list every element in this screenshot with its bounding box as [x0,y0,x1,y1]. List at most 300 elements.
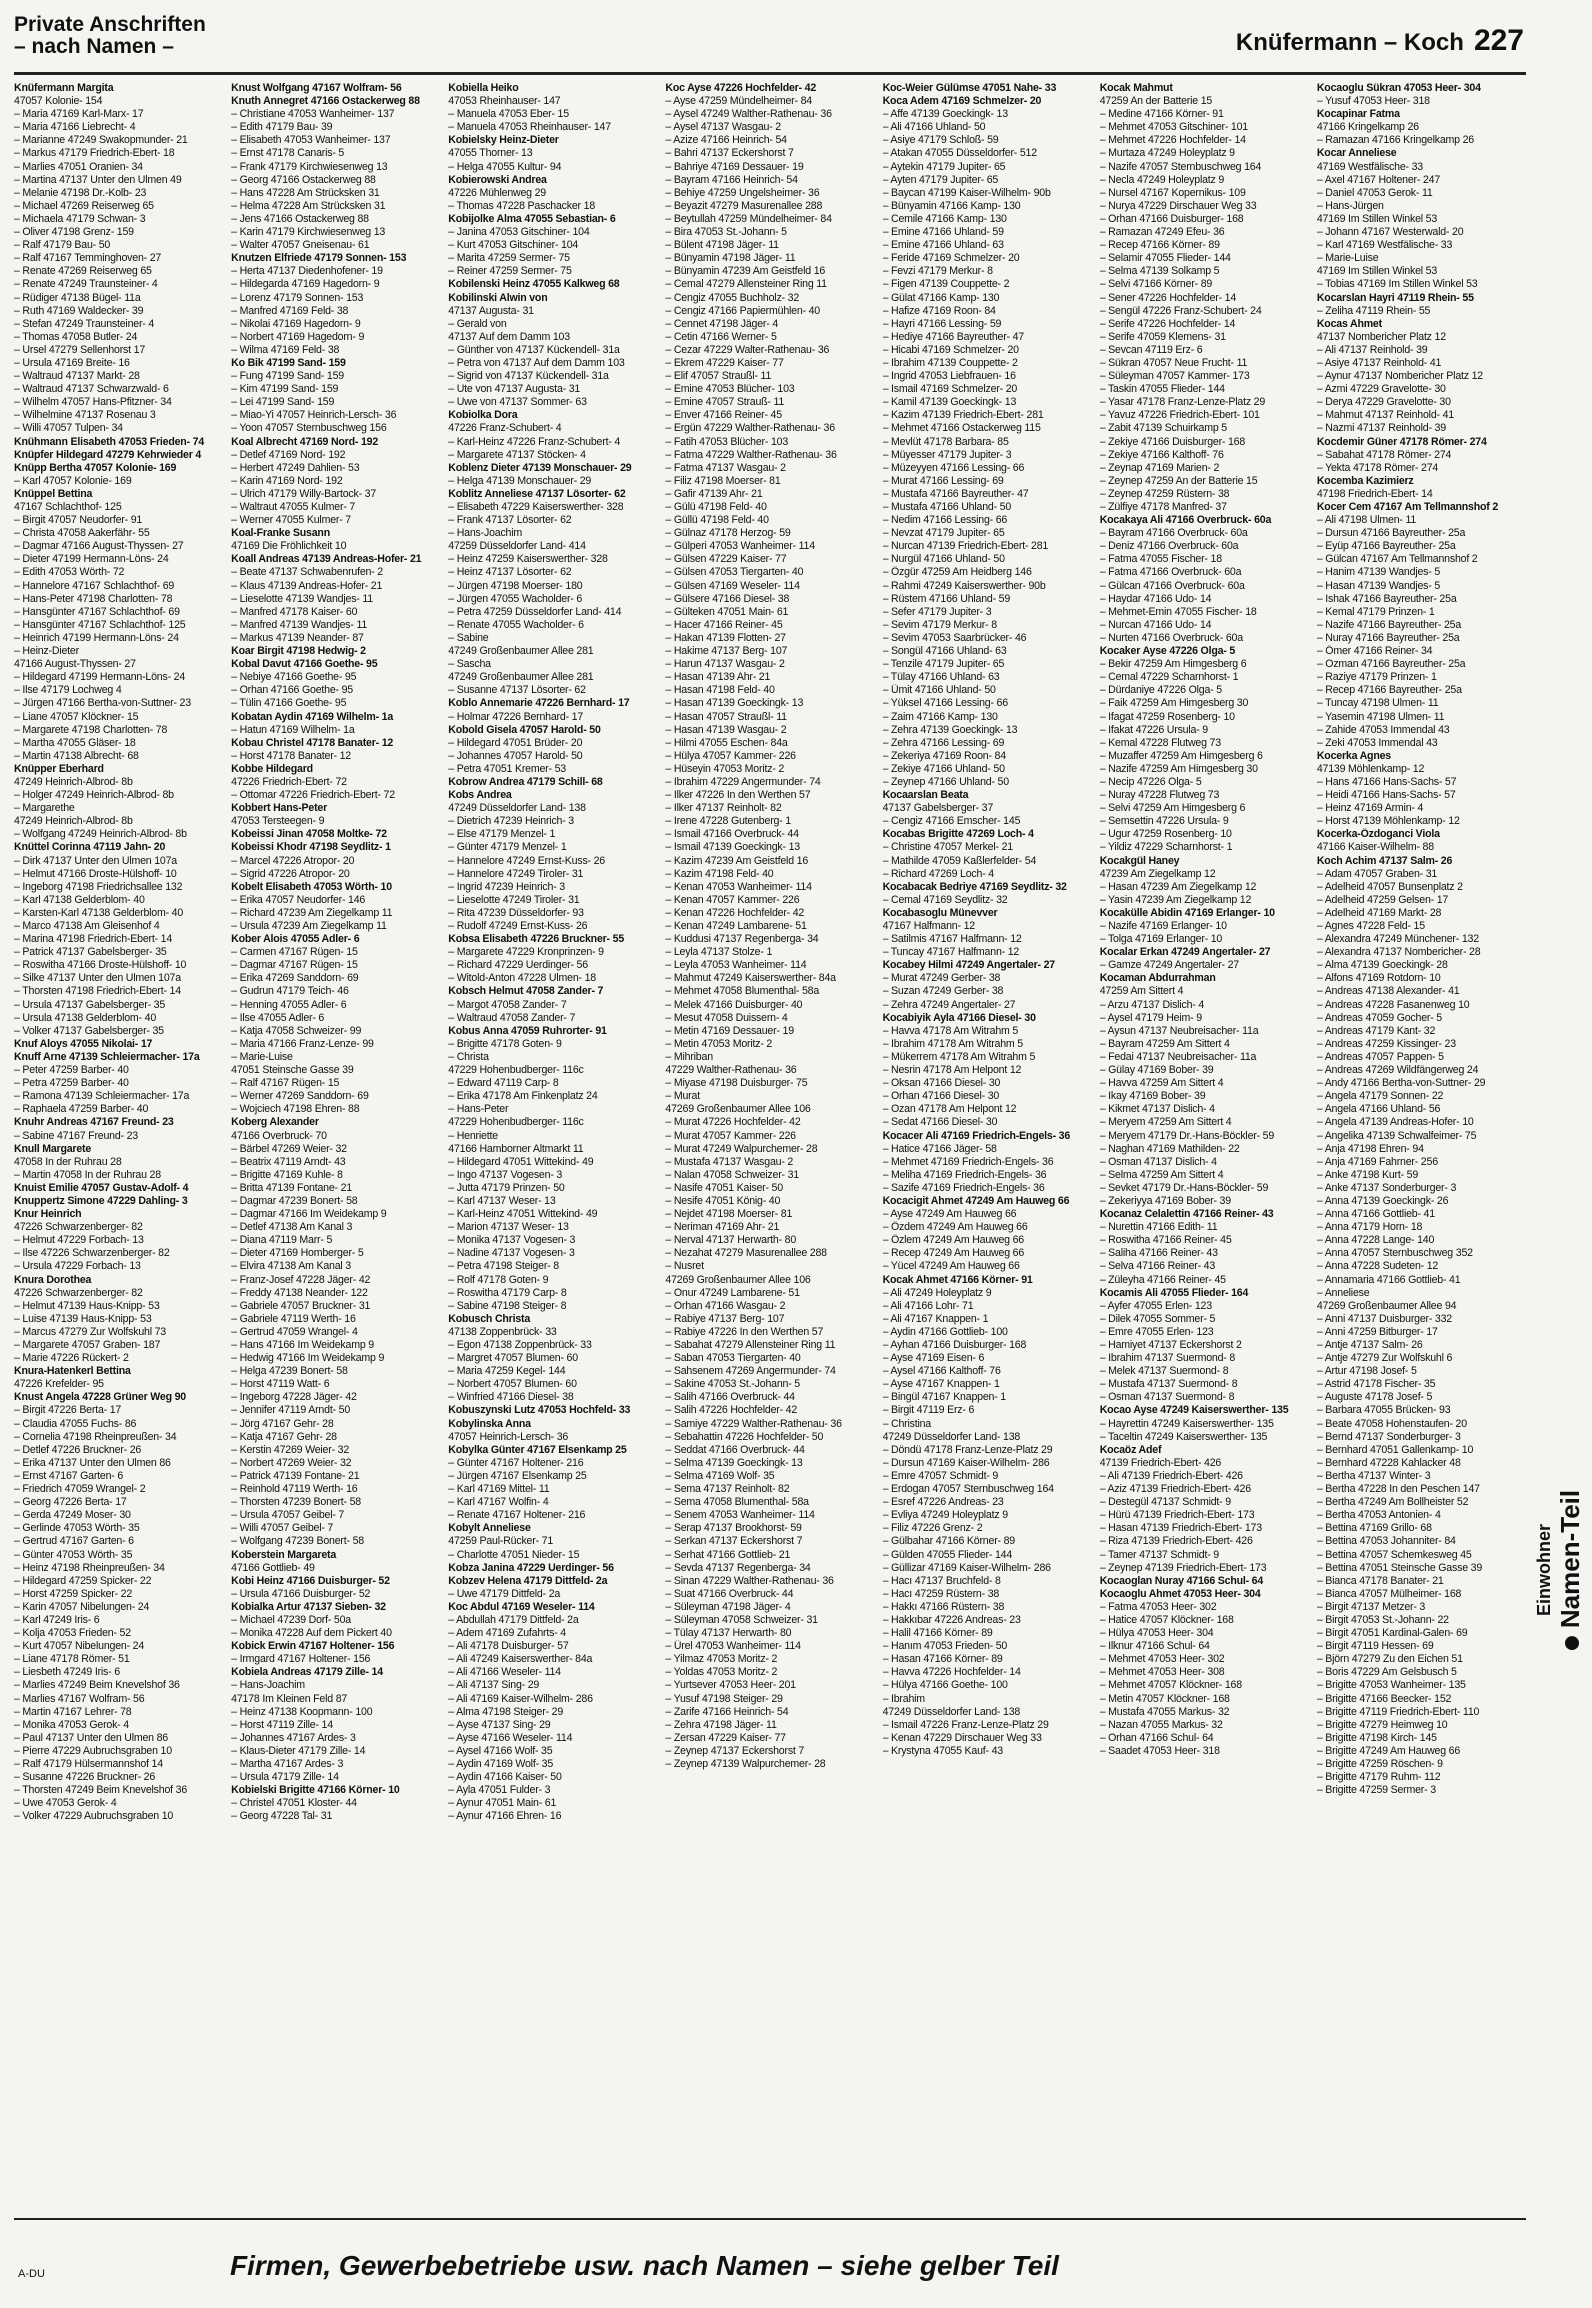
surname-entry: Koblenz Dieter 47139 Monschauer- 29 [448,461,632,474]
directory-entry: – Sahsenem 47269 Angermunder- 74 [665,1365,836,1378]
directory-entry: – Murat [665,1090,700,1103]
directory-entry: – Bernd 47137 Sonderburger- 3 [1316,1430,1461,1443]
directory-entry: – Fatma 47055 Fischer- 18 [1099,553,1222,566]
directory-entry: – Manfred 47178 Kaiser- 60 [231,605,358,618]
directory-entry: – Karin 47169 Nord- 192 [231,474,343,487]
directory-entry: – Cengiz 47166 Emscher- 145 [882,815,1021,828]
directory-entry: – Hakime 47137 Berg- 107 [665,645,788,658]
directory-entry: – Ekrem 47229 Kaiser- 77 [665,356,784,369]
surname-entry: Knüppel Bettina [14,487,93,500]
directory-entry: – Ali 47137 Sing- 29 [448,1679,540,1692]
directory-entry: – Brigitte 47169 Kuhle- 8 [231,1168,343,1181]
directory-entry: – Sabahat 47279 Allensteiner Ring 11 [665,1339,836,1351]
directory-entry: – Ibrahim [882,1692,925,1705]
directory-entry: – Gertrud 47059 Wrangel- 4 [231,1325,358,1338]
directory-entry: – Dagmar 47167 Rügen- 15 [231,959,358,972]
directory-entry: – Franz-Josef 47228 Jäger- 42 [231,1273,371,1286]
directory-entry: – Baycan 47199 Kaiser-Wilhelm- 90b [882,186,1051,199]
directory-entry: – Serhat 47166 Gottlieb- 21 [665,1548,791,1561]
directory-entry: – Egon 47138 Zoppenbrück- 33 [448,1339,592,1351]
surname-entry: Kobusch Christa [448,1312,531,1325]
surname-entry: Koal-Franke Susann [231,527,330,540]
directory-entry: – Sabahat 47178 Römer- 274 [1316,448,1452,461]
directory-entry: – Adelheid 47169 Markt- 28 [1316,906,1442,919]
directory-entry: – Murat 47226 Hochfelder- 42 [665,1116,801,1129]
directory-entry: – Artur 47198 Josef- 5 [1316,1365,1417,1378]
surname-entry: Knura Dorothea [14,1273,92,1286]
directory-entry: – Mehmet 47057 Klöckner- 168 [1099,1679,1242,1692]
directory-entry: – Richard 47269 Loch- 4 [882,867,994,880]
directory-entry: – Yildiz 47229 Scharnhorst- 1 [1099,841,1233,854]
surname-entry: Kocacer Ali 47169 Friedrich-Engels- 36 [882,1129,1071,1142]
directory-entry: – Helga 47055 Kultur- 94 [448,160,562,173]
directory-entry: – Kenan 47053 Wanheimer- 114 [665,880,812,893]
directory-entry: 47259 An der Batterie 15 [1099,95,1213,108]
directory-entry: – Nazan 47055 Markus- 32 [1099,1718,1223,1731]
directory-entry: – Ramazan 47166 Kringelkamp 26 [1316,134,1474,147]
directory-entry: – Karl-Heinz 47051 Wittekind- 49 [448,1208,598,1221]
directory-entry: – Ursula 47179 Zille- 14 [231,1771,339,1784]
directory-entry: – Hannelore 47167 Schlachthof- 69 [14,579,175,592]
directory-entry: 47053 Rheinhauser- 147 [448,95,561,108]
directory-entry: – Melanie 47198 Dr.-Kolb- 23 [14,186,147,199]
surname-entry: Kobsa Elisabeth 47226 Bruckner- 55 [448,933,625,946]
directory-entry: – Güllü 47198 Feld- 40 [665,514,769,527]
directory-entry: – Faik 47259 Am Himgesberg 30 [1099,697,1249,710]
directory-entry: – Mihriban [665,1050,713,1063]
directory-column [14,82,223,2210]
surname-entry: Kocabasoglu Münevver [882,906,998,919]
directory-entry: – Zahide 47053 Immendal 43 [1316,723,1450,736]
directory-entry: – Ayse 47167 Knappen- 1 [882,1378,1000,1391]
directory-entry: – Beate 47058 Hohenstaufen- 20 [1316,1417,1467,1430]
directory-entry: – Bahriye 47169 Dessauer- 19 [665,160,804,173]
directory-entry: – Serkan 47137 Eckershorst 7 [665,1535,803,1548]
directory-entry: – Nurgül 47166 Uhland- 50 [882,553,1005,566]
directory-entry: – Abdullah 47179 Dittfeld- 2a [448,1613,579,1626]
directory-entry: – Hildegard 47259 Spicker- 22 [14,1574,152,1587]
directory-entry: – Brigitte 47178 Goten- 9 [448,1037,562,1050]
directory-entry: – Gabriele 47119 Werth- 16 [231,1312,356,1325]
surname-entry: Koar Birgit 47198 Hedwig- 2 [231,645,366,658]
surname-entry: Kobuszynski Lutz 47053 Hochfeld- 33 [448,1404,631,1417]
directory-entry: – Derya 47229 Gravelotte- 30 [1316,396,1451,409]
directory-entry: – Petra 47259 Düsseldorfer Land- 414 [448,605,622,618]
directory-entry: – Ursula 47239 Am Ziegelkamp 11 [231,920,387,932]
directory-entry: – Beytullah 47259 Mündelheimer- 84 [665,212,832,225]
directory-entry: – Nuray 47228 Flutweg 73 [1099,789,1220,802]
directory-entry: – Kenan 47226 Hochfelder- 42 [665,906,805,919]
directory-entry: – Zeynep 47259 Rüstern- 38 [1099,487,1230,500]
surname-entry: Kobrow Andrea 47179 Schill- 68 [448,775,603,788]
directory-column [1317,82,1526,2210]
directory-entry: 47169 Im Stillen Winkel 53 [1316,212,1438,225]
directory-entry: – Hasan 47057 Straußl- 11 [665,710,787,723]
directory-entry: – Kemal 47179 Prinzen- 1 [1316,605,1435,618]
directory-entry: – Özlem 47249 Am Hauweg 66 [882,1234,1024,1247]
directory-entry: – Süleyman 47058 Schweizer- 31 [665,1613,818,1626]
directory-entry: – Mehmet 47053 Heer- 308 [1099,1666,1225,1679]
directory-entry: – Angela 47166 Uhland- 56 [1316,1103,1441,1116]
directory-entry: – Aynur 47166 Ehren- 16 [448,1810,562,1823]
directory-entry: – Murat 47057 Kammer- 226 [665,1129,796,1142]
directory-entry: – Kuddusi 47137 Regenberga- 34 [665,933,819,946]
directory-entry: – Winfried 47166 Diesel- 38 [448,1391,574,1404]
directory-entry: – Beate 47137 Schwabenrufen- 2 [231,566,383,579]
directory-entry: – Murat 47249 Gerber- 38 [882,972,1001,985]
directory-entry: – Bianca 47057 Mülheimer- 168 [1316,1587,1462,1600]
directory-entry: – Erika 47178 Am Finkenplatz 24 [448,1090,598,1103]
directory-entry: – Wojciech 47198 Ehren- 88 [231,1103,360,1116]
directory-entry: – Figen 47139 Couppette- 2 [882,278,1010,291]
directory-entry: – Patrick 47139 Fontane- 21 [231,1469,360,1482]
surname-entry: Kocamis Ali 47055 Flieder- 164 [1099,1286,1249,1299]
surname-entry: Koal Albrecht 47169 Nord- 192 [231,435,379,448]
directory-entry: – Willi 47057 Tulpen- 34 [14,422,123,435]
directory-entry: – Serap 47137 Brookhorst- 59 [665,1522,802,1535]
directory-entry: – Dirk 47137 Unter den Ulmen 107a [14,854,177,867]
directory-entry: 47169 Im Stillen Winkel 53 [1316,265,1438,278]
directory-entry: – Aynur 47051 Main- 61 [448,1797,557,1810]
directory-entry: – Marcel 47226 Atropor- 20 [231,854,355,867]
directory-entry: – Ali 47178 Duisburger- 57 [448,1640,569,1653]
directory-entry: – Monika 47137 Vogesen- 3 [448,1234,576,1247]
directory-entry: – Marlies 47249 Beim Knevelshof 36 [14,1679,180,1692]
directory-entry: – Gülsen 47169 Weseler- 114 [665,579,800,592]
directory-entry: – Nazife 47166 Bayreuther- 25a [1316,618,1462,631]
directory-entry: – Gülteken 47051 Main- 61 [665,605,789,618]
directory-entry: – Hatice 47057 Klöckner- 168 [1099,1613,1234,1626]
directory-entry: – Brigitte 47249 Am Hauweg 66 [1316,1744,1461,1757]
directory-entry: – Aysel 47249 Walther-Rathenau- 36 [665,108,832,121]
directory-entry: – Klaus 47139 Andreas-Hofer- 21 [231,579,383,592]
directory-entry: – Yusuf 47053 Heer- 318 [1316,95,1430,108]
directory-entry: – Yoon 47057 Sternbuschweg 156 [231,422,387,435]
directory-entry: – Müyesser 47179 Jupiter- 3 [882,448,1012,461]
directory-entry: – Georg 47226 Berta- 17 [14,1496,127,1509]
directory-entry: – Gülü 47198 Feld- 40 [665,501,767,513]
directory-entry: – Ursula 47229 Forbach- 13 [14,1260,141,1273]
directory-entry: 47226 Mühlenweg 29 [448,186,546,199]
directory-entry: – Martha 47055 Gläser- 18 [14,736,136,749]
surname-entry: Kobeissi Khodr 47198 Seydlitz- 1 [231,841,391,854]
directory-entry: – Havva 47226 Hochfelder- 14 [882,1666,1021,1679]
directory-entry: – Ingeborg 47198 Friedrichsallee 132 [14,880,183,893]
directory-entry: – Karsten-Karl 47138 Gelderblom- 40 [14,906,184,919]
directory-entry: – Christine 47057 Merkel- 21 [882,841,1013,854]
directory-entry: – Sazife 47169 Friedrich-Engels- 36 [882,1181,1045,1194]
directory-entry: – Affe 47139 Goeckingk- 13 [882,108,1008,121]
directory-entry: – Hilmi 47055 Eschen- 84a [665,736,788,749]
surname-entry: Kobold Gisela 47057 Harold- 50 [448,723,601,736]
directory-entry: – Alma 47198 Steiger- 29 [448,1705,564,1718]
directory-entry: – Rita 47239 Düsseldorfer- 93 [448,906,584,919]
surname-entry: Kocakgül Haney [1099,854,1180,867]
directory-entry: – Luise 47139 Haus-Knipp- 53 [14,1312,152,1325]
directory-entry: – Adam 47057 Graben- 31 [1316,867,1438,880]
directory-entry: – Murat 47166 Lessing- 69 [882,474,1004,487]
directory-entry: – Christa [448,1050,489,1063]
directory-entry: – Sevcan 47119 Erz- 6 [1099,343,1203,356]
surname-entry: Knuth Annegret 47166 Ostackerweg 88 [231,95,420,108]
directory-entry: – Jürgen 47055 Wacholder- 6 [448,592,583,605]
directory-entry: – Ishak 47166 Bayreuther- 25a [1316,592,1457,605]
directory-entry: – Züleyha 47166 Reiner- 45 [1099,1273,1226,1286]
directory-entry: – Ilse 47055 Adler- 6 [231,1011,325,1024]
directory-entry: – Dursun 47169 Kaiser-Wilhelm- 286 [882,1456,1050,1469]
surname-entry: Kocak Mahmut [1099,82,1173,94]
directory-entry: – Adelheid 47259 Gelsen- 17 [1316,893,1449,906]
surname-entry: Kobylinska Anna [448,1417,531,1430]
directory-entry: – Yusuf 47198 Steiger- 29 [665,1692,783,1705]
directory-entry: – Karl 47167 Wolfin- 4 [448,1496,549,1509]
directory-entry: – Sengül 47226 Franz-Schubert- 24 [1099,304,1262,317]
directory-entry: – Ali 47198 Ulmen- 11 [1316,514,1417,527]
directory-entry: 47259 Düsseldorfer Land- 414 [448,540,586,553]
directory-entry: – Zülfiye 47178 Manfred- 37 [1099,501,1227,513]
directory-entry: – Ozman 47166 Bayreuther- 25a [1316,658,1466,671]
directory-entry: – Johannes 47167 Ardes- 3 [231,1731,356,1744]
surname-entry: Kober Alois 47055 Adler- 6 [231,933,360,946]
directory-entry: – Bianca 47178 Banater- 21 [1316,1574,1444,1587]
surname-entry: Kobeissi Jinan 47058 Moltke- 72 [231,828,387,841]
directory-entry: – Ali 47166 Uhland- 50 [882,121,986,134]
directory-entry: – Ismail 47226 Franz-Lenze-Platz 29 [882,1718,1049,1731]
directory-entry: – Marcus 47279 Zur Wolfskuhl 73 [14,1325,166,1338]
directory-entry: – Bernhard 47051 Gallenkamp- 10 [1316,1443,1474,1456]
directory-entry: – Norbert 47169 Hagedorn- 9 [231,330,365,343]
surname-entry: Kobbe Hildegard [231,762,313,775]
directory-entry: – Fatma 47137 Wasgau- 2 [665,461,786,474]
directory-entry: – Horst 47119 Watt- 6 [231,1378,330,1391]
directory-entry: – Kim 47199 Sand- 159 [231,383,339,396]
directory-entry: – Heinz 47137 Lösorter- 62 [448,566,572,579]
directory-entry: – Hürü 47139 Friedrich-Ebert- 173 [1099,1509,1255,1522]
directory-entry: 47169 Westfälische- 33 [1316,160,1423,173]
directory-entry: 47249 Heinrich-Albrod- 8b [14,775,133,788]
surname-entry: Kocabacak Bedriye 47169 Seydlitz- 32 [882,880,1067,893]
directory-entry: – Tuncay 47198 Ulmen- 11 [1316,697,1439,710]
directory-entry: – Charlotte 47051 Nieder- 15 [448,1548,580,1561]
directory-entry: – Kikmet 47137 Dislich- 4 [1099,1103,1215,1116]
name-range: Knüfermann – Koch [1235,29,1464,56]
directory-entry: – Andreas 47228 Fasanenweg 10 [1316,998,1470,1011]
directory-entry: – Detlef 47169 Nord- 192 [231,448,346,461]
surname-entry: Kobielsky Heinz-Dieter [448,134,559,147]
directory-entry: – Sedat 47166 Diesel- 30 [882,1116,998,1129]
directory-entry: – Boris 47229 Am Gelsbusch 5 [1316,1666,1457,1679]
directory-entry: – Herbert 47249 Dahlien- 53 [231,461,360,474]
directory-entry: – Heidi 47166 Hans-Sachs- 57 [1316,789,1456,802]
directory-entry: – Bertha 47228 In den Peschen 147 [1316,1483,1480,1496]
surname-entry: Kobelt Elisabeth 47053 Wörth- 10 [231,880,392,893]
directory-entry: – Kenan 47057 Kammer- 226 [665,893,800,906]
directory-entry: 47249 Großenbaumer Allee 281 [448,671,594,684]
directory-entry: – Thorsten 47239 Bonert- 58 [231,1496,362,1509]
surname-entry: Koca Adem 47169 Schmelzer- 20 [882,95,1042,108]
directory-entry: – Margret 47057 Blumen- 60 [448,1352,578,1365]
directory-entry: – Heinrich 47199 Hermann-Löns- 24 [14,631,179,644]
directory-entry: 47137 Auf dem Damm 103 [448,330,570,343]
directory-entry: 47055 Thorner- 13 [448,147,533,160]
directory-entry: – Freddy 47138 Neander- 122 [231,1286,368,1299]
directory-entry: – Hansgünter 47167 Schlachthof- 125 [14,618,186,631]
directory-entry: – Mustafa 47166 Uhland- 50 [882,501,1012,513]
directory-entry: – Waltraud 47058 Zander- 7 [448,1011,576,1024]
directory-entry: – Gülbahar 47166 Körner- 89 [882,1535,1015,1548]
directory-entry: – Gülcan 47167 Am Tellmannshof 2 [1316,553,1478,566]
surname-entry: Knüpper Eberhard [14,762,104,775]
directory-entry: – Emre 47057 Schmidt- 9 [882,1469,999,1482]
surname-entry: Kocalar Erkan 47249 Angertaler- 27 [1099,946,1271,959]
directory-entry: – Lieselotte 47249 Tiroler- 31 [448,893,580,906]
surname-entry: Kobatan Aydin 47169 Wilhelm- 1a [231,710,394,723]
bullet-icon [1565,1636,1579,1650]
directory-entry: 47226 Franz-Schubert- 4 [448,422,562,435]
directory-entry: – Günter 47167 Holtener- 216 [448,1456,584,1469]
directory-entry: – Saban 47053 Tiergarten- 40 [665,1352,801,1365]
surname-entry: Kocabiyik Ayla 47166 Diesel- 30 [882,1011,1036,1024]
directory-entry: – Fedai 47137 Neubreisacher- 11a [1099,1050,1257,1063]
directory-entry: – Erika 47269 Sanddorn- 69 [231,972,359,985]
directory-entry: – Pierre 47229 Aubruchsgraben 10 [14,1744,172,1757]
directory-entry: – Mahmut 47137 Reinhold- 41 [1316,409,1454,422]
directory-entry: – Markus 47179 Friedrich-Ebert- 18 [14,147,175,160]
directory-entry: 47058 In der Ruhrau 28 [14,1155,122,1168]
surname-entry: Knuppertz Simone 47229 Dahling- 3 [14,1194,188,1207]
directory-entry: – Horst 47139 Möhlenkamp- 12 [1316,815,1460,828]
directory-entry: – Reinhold 47119 Werth- 16 [231,1483,358,1496]
surname-entry: Kocaoglan Nuray 47166 Schul- 64 [1099,1574,1264,1587]
directory-entry: – Emre 47055 Erlen- 123 [1099,1325,1214,1338]
surname-entry: Knura-Hatenkerl Bettina [14,1365,131,1378]
directory-entry: – Nusret [665,1260,704,1273]
directory-entry: – Frank 47179 Kirchwiesenweg 13 [231,160,388,173]
surname-entry: Koberg Alexander [231,1116,319,1129]
surname-entry: Kocerka Agnes [1316,749,1391,762]
directory-entry: – Tülay 47137 Herwarth- 80 [665,1627,792,1640]
directory-entry: – Elisabeth 47229 Kaiserswerther- 328 [448,501,624,513]
directory-entry: – Hedwig 47166 Im Weidekamp 9 [231,1352,385,1365]
directory-entry: – Nazmi 47137 Reinhold- 39 [1316,422,1446,435]
directory-entry: – Karl 47169 Mittel- 11 [448,1483,550,1496]
directory-entry: – Ayla 47051 Fulder- 3 [448,1784,551,1797]
directory-entry: – Marianne 47249 Swakopmunder- 21 [14,134,188,147]
directory-entry: – Serife 47226 Hochfelder- 14 [1099,317,1236,330]
directory-entry: – Gerlinde 47053 Wörth- 35 [14,1522,140,1535]
directory-entry: – Sevket 47179 Dr.-Hans-Böckler- 59 [1099,1181,1269,1194]
directory-entry: – Ingeborg 47228 Jäger- 42 [231,1391,357,1404]
directory-entry: – Necla 47249 Holeyplatz 9 [1099,173,1225,186]
directory-entry: – Thorsten 47198 Friedrich-Ebert- 14 [14,985,181,998]
directory-entry: – Hülya 47057 Kammer- 226 [665,749,796,762]
directory-entry: – Gülay 47169 Bober- 39 [1099,1064,1214,1077]
directory-entry: 47166 Overbruck- 70 [231,1129,327,1142]
directory-entry: – Hacı 47137 Bruchfeld- 8 [882,1574,1001,1587]
directory-entry: – Martin 47167 Lehrer- 78 [14,1705,132,1718]
directory-entry: – Mustafa 47137 Suermond- 8 [1099,1378,1238,1391]
directory-entry: – Edward 47119 Carp- 8 [448,1077,559,1090]
directory-entry: – Hakkı 47166 Rüstern- 38 [882,1600,1005,1613]
directory-entry: – Ingrid 47053 Liebfrauen- 16 [882,370,1016,383]
surname-entry: Koc Ayse 47226 Hochfelder- 42 [665,82,817,94]
surname-entry: Kocapinar Fatma [1316,108,1400,121]
directory-entry: – Metin 47057 Klöckner- 168 [1099,1692,1230,1705]
directory-entry: – Karl 47137 Weser- 13 [448,1194,556,1207]
directory-entry: 47249 Düsseldorfer Land- 138 [448,802,586,815]
directory-entry: – Hasan 47239 Am Ziegelkamp 12 [1099,880,1257,893]
directory-entry: – Nuray 47166 Bayreuther- 25a [1316,631,1460,644]
directory-entry: – Sefer 47179 Jupiter- 3 [882,605,992,618]
surname-entry: Kocer Cem 47167 Am Tellmannshof 2 [1316,501,1499,513]
directory-entry: – Azmi 47229 Gravelotte- 30 [1316,383,1446,396]
directory-entry: – Hannelore 47249 Tiroler- 31 [448,867,584,880]
directory-entry: – Ayse 47137 Sing- 29 [448,1718,551,1731]
directory-entry: – Süleyman 47198 Jäger- 4 [665,1600,791,1613]
directory-entry: – Hildegard 47199 Hermann-Löns- 24 [14,671,186,684]
directory-entry: – Ottomar 47226 Friedrich-Ebert- 72 [231,789,395,802]
directory-entry: – Medine 47166 Körner- 91 [1099,108,1224,121]
directory-entry: – Cennet 47198 Jäger- 4 [665,317,779,330]
directory-entry: – Ernst 47167 Garten- 6 [14,1469,124,1482]
directory-entry: – Maria 47166 Franz-Lenze- 99 [231,1037,374,1050]
directory-entry: – Gamze 47249 Angertaler- 27 [1099,959,1239,972]
directory-entry: 47169 Die Fröhlichkeit 10 [231,540,347,553]
directory-entry: – Bingül 47167 Knappen- 1 [882,1391,1006,1404]
directory-entry: – Cemal 47279 Allensteiner Ring 11 [665,278,827,291]
directory-entry: – Mesut 47058 Duissern- 4 [665,1011,788,1024]
directory-entry: – Thorsten 47249 Beim Knevelshof 36 [14,1784,188,1797]
directory-entry: – Heinz-Dieter [14,645,79,658]
directory-entry: – Rolf 47178 Goten- 9 [448,1273,549,1286]
directory-entry: – Bahri 47137 Eckershorst 7 [665,147,794,160]
directory-entry: – Brigitte 47119 Friedrich-Ebert- 110 [1316,1705,1480,1718]
directory-entry: – Helmut 47139 Haus-Knipp- 53 [14,1299,160,1312]
directory-entry: – Manfred 47139 Wandjes- 11 [231,618,368,631]
directory-entry: – Helmut 47229 Forbach- 13 [14,1234,144,1247]
directory-entry: – Brigitte 47179 Ruhm- 112 [1316,1771,1441,1784]
directory-entry: – Hediye 47166 Bayreuther- 47 [882,330,1024,343]
directory-entry: – Özgür 47259 Am Heidberg 146 [882,566,1032,579]
directory-entry: – Andreas 47057 Pappen- 5 [1316,1050,1444,1063]
directory-entry: 47167 Halfmann- 12 [882,920,975,932]
directory-entry: – Johannes 47057 Harold- 50 [448,749,583,762]
directory-entry: – Wolfgang 47249 Heinrich-Albrod- 8b [14,828,187,841]
directory-entry: – Hacı 47259 Rüstern- 38 [882,1587,1000,1600]
directory-entry: – Ramona 47139 Schleiermacher- 17a [14,1090,190,1103]
directory-entry: – Yekta 47178 Römer- 274 [1316,461,1439,474]
directory-entry: – Ibrahim 47229 Angermunder- 74 [665,775,821,788]
directory-entry: – Orhan 47166 Wasgau- 2 [665,1299,786,1312]
directory-entry: – Roswitha 47179 Carp- 8 [448,1286,567,1299]
directory-entry: – Gülden 47055 Flieder- 144 [882,1548,1013,1561]
directory-entry: 47269 Großenbaumer Allee 106 [665,1103,811,1116]
directory-entry: – Ernst 47178 Canaris- 5 [231,147,345,160]
directory-entry: – Günther von 47137 Kückendell- 31a [448,343,620,356]
directory-entry: – Gabriele 47057 Bruckner- 31 [231,1299,371,1312]
directory-entry: – Brigitte 47259 Röschen- 9 [1316,1758,1443,1770]
directory-entry: – Emine 47166 Uhland- 63 [882,239,1004,252]
directory-entry: – Hasan 47198 Feld- 40 [665,684,775,697]
directory-entry: – Ursula 47138 Gelderblom- 40 [14,1011,157,1024]
directory-entry: 47166 Kringelkamp 26 [1316,121,1419,134]
directory-entry: – Orhan 47166 Goethe- 95 [231,684,353,697]
directory-entry: – Katja 47058 Schweizer- 99 [231,1024,362,1037]
directory-entry: – Aysel 47166 Wolf- 35 [448,1744,553,1757]
directory-entry: – Semsettin 47226 Ursula- 9 [1099,815,1229,828]
directory-entry: – Nazife 47057 Sternbuschweg 164 [1099,160,1262,173]
directory-entry: – Nadine 47137 Vogesen- 3 [448,1247,575,1260]
